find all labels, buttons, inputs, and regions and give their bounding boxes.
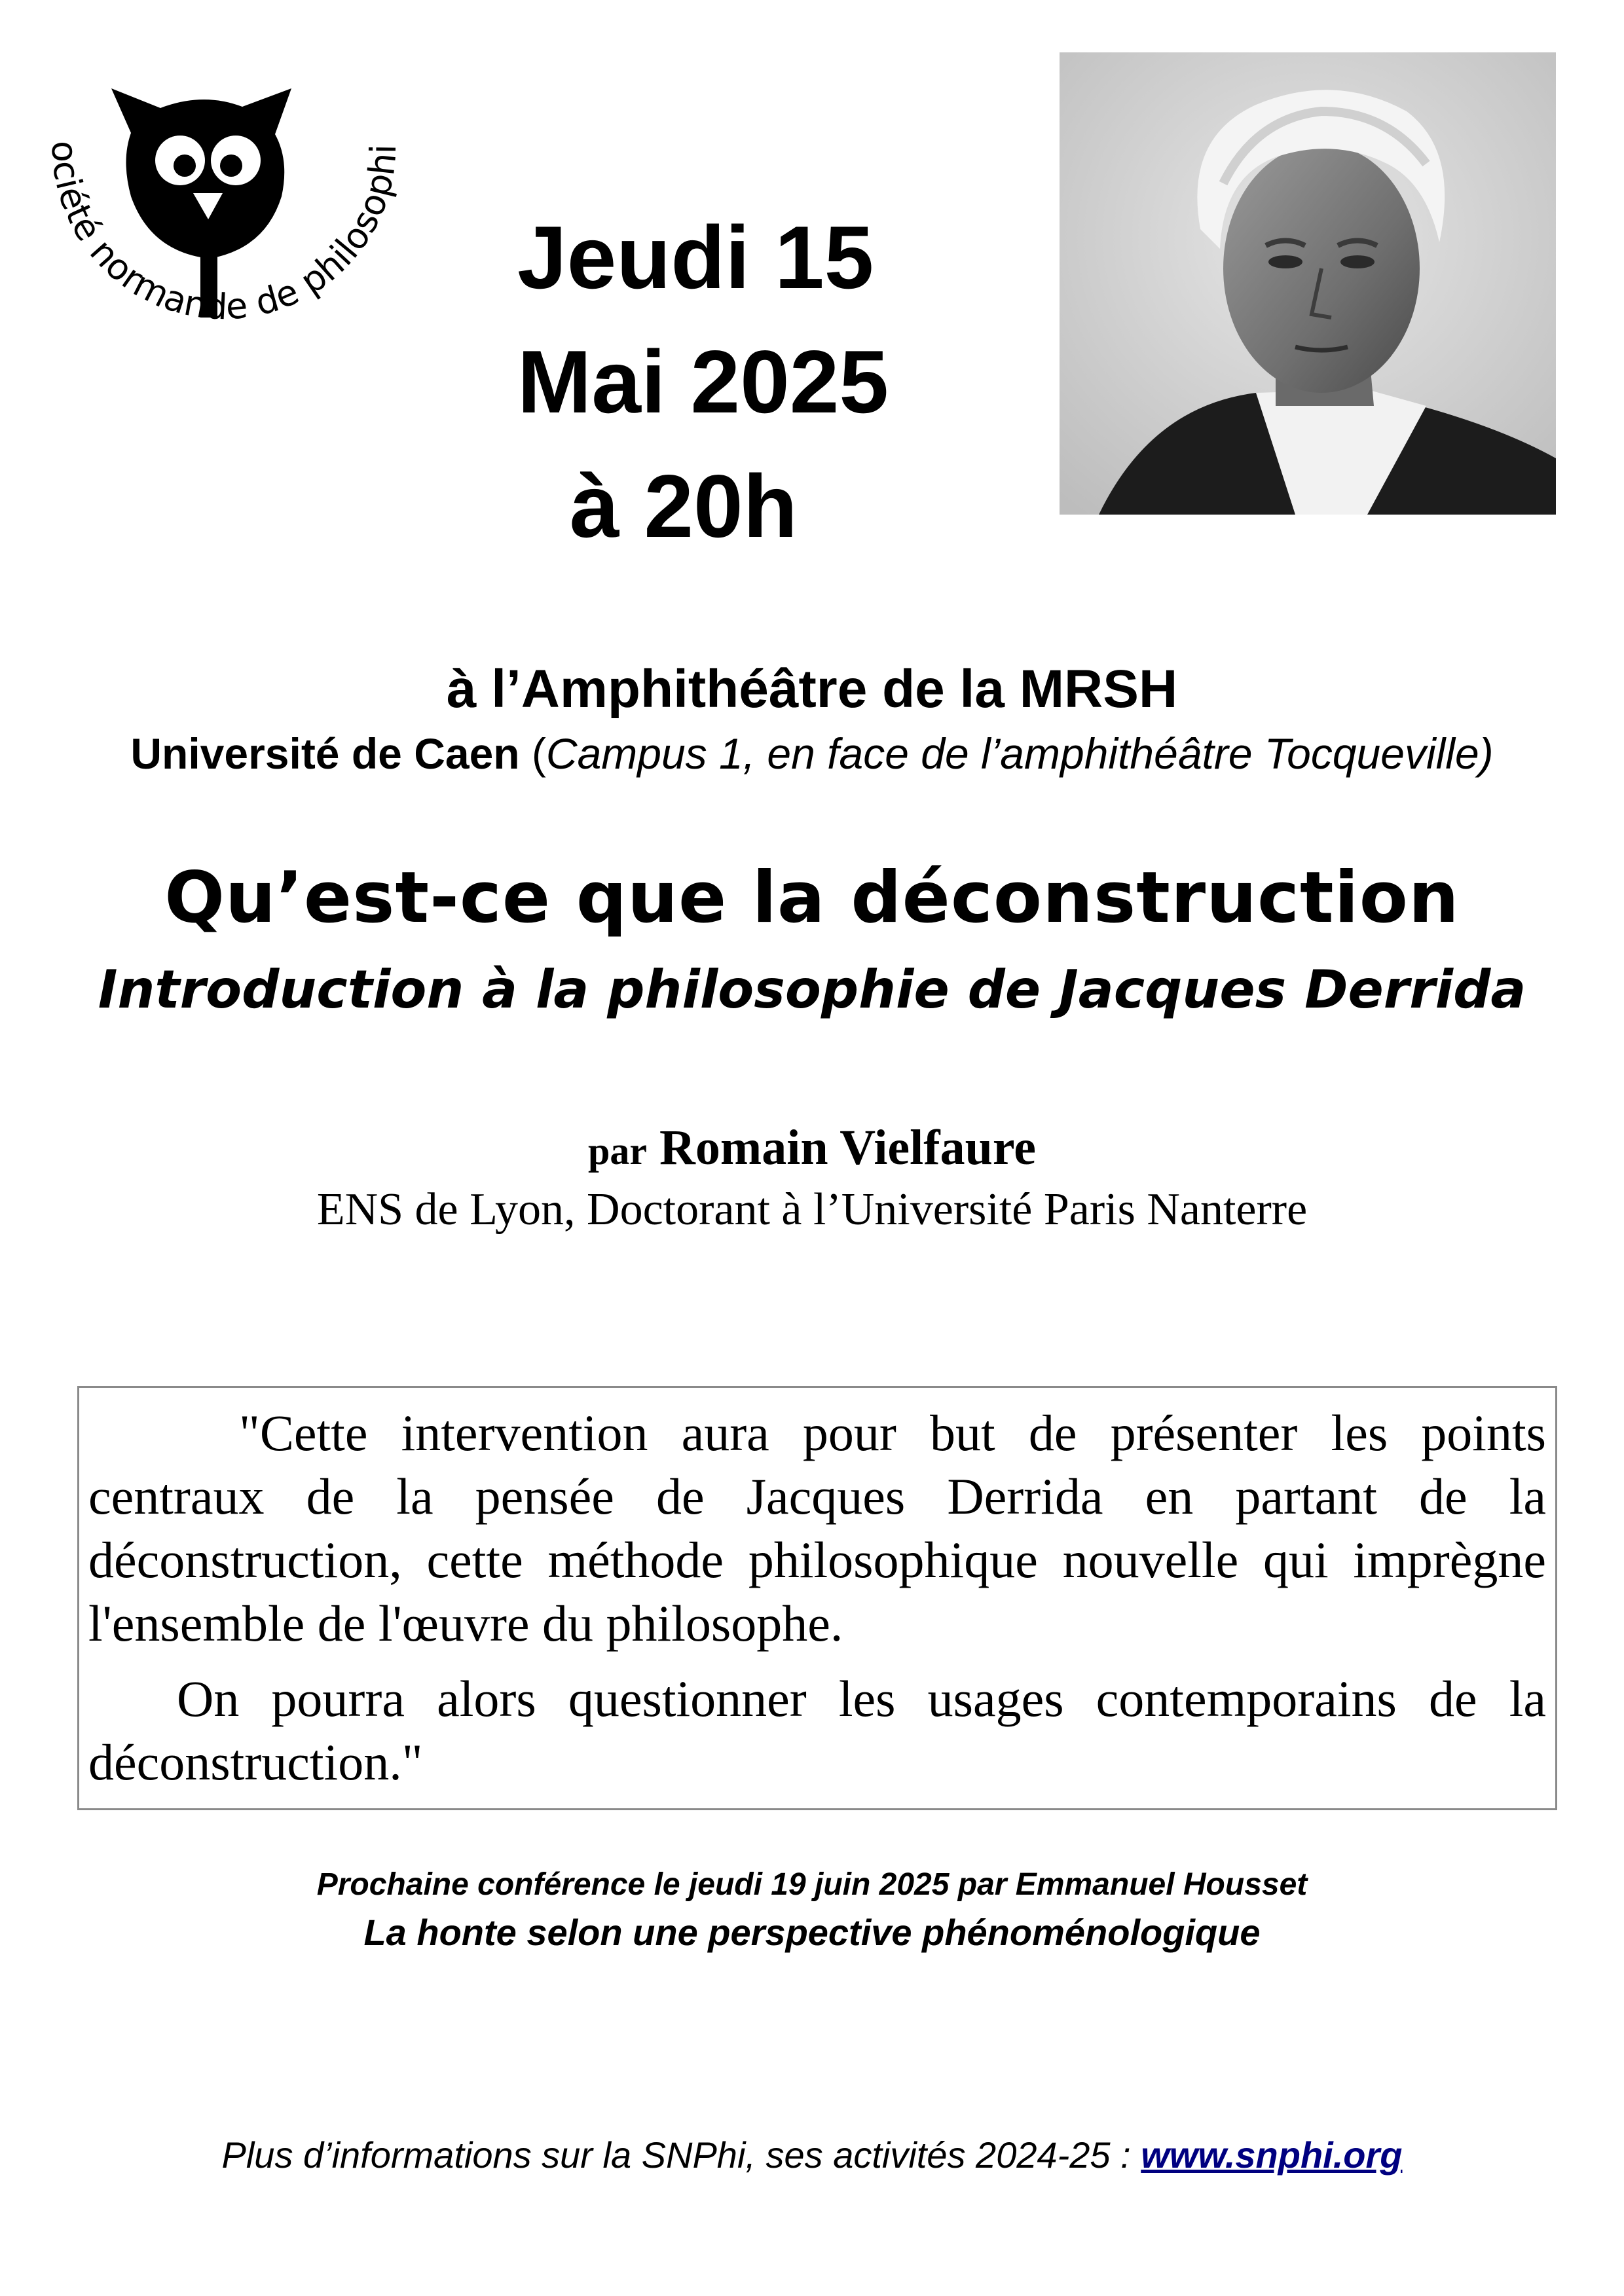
speaker-prefix: par (588, 1129, 648, 1173)
abstract-paragraph-1: "Cette intervention aura pour but de présenter les points centraux de la pensée de Jacques Derrida en partant de la déconstruction, cette méthode philosophique nouvelle qui imprègne l'ensemble de l'œuvre du philosophe. (88, 1404, 1546, 1652)
snphi-logo (33, 62, 413, 370)
paren-open: ( (519, 729, 546, 778)
venue-title: à l’Amphithéâtre de la MRSH (446, 659, 1178, 719)
campus-detail: Campus 1, en face de l’amphithéâtre Tocqueville) (545, 729, 1494, 778)
abstract-paragraph-2: On pourra alors questionner les usages contemporains de la déconstruction." (88, 1670, 1546, 1791)
logo-text: ociété normande de philosophi (43, 140, 405, 328)
speaker-line (0, 1120, 1624, 1176)
talk-subtitle: Introduction à la philosophie de Jacques Derrida (98, 959, 1526, 1020)
speaker-affiliation: ENS de Lyon, Doctorant à l’Université Paris Nanterre (316, 1184, 1308, 1235)
owl-icon (33, 62, 413, 370)
speaker-name: Romain Vielfaure (659, 1120, 1036, 1175)
university-name: Université de Caen (130, 729, 520, 778)
next-conference-announcement: Prochaine conférence le jeudi 19 juin 2025 par Emmanuel Housset (316, 1867, 1308, 1902)
event-time: à 20h (570, 456, 798, 556)
venue-subtitle (0, 730, 1624, 778)
footer (0, 2133, 1624, 2177)
next-conference-title: La honte selon une perspective phénoménologique (363, 1912, 1261, 1953)
talk-title: Qu’est-ce que la déconstruction (164, 857, 1460, 939)
footer-text: Plus d’informations sur la SNPhi, ses activités 2024-25 : (221, 2134, 1141, 2176)
abstract-box (77, 1386, 1557, 1810)
portrait-photo (1060, 52, 1556, 515)
event-month: Mai 2025 (517, 332, 889, 431)
event-day: Jeudi 15 (517, 208, 874, 307)
website-link[interactable]: www.snphi.org (1141, 2134, 1403, 2176)
